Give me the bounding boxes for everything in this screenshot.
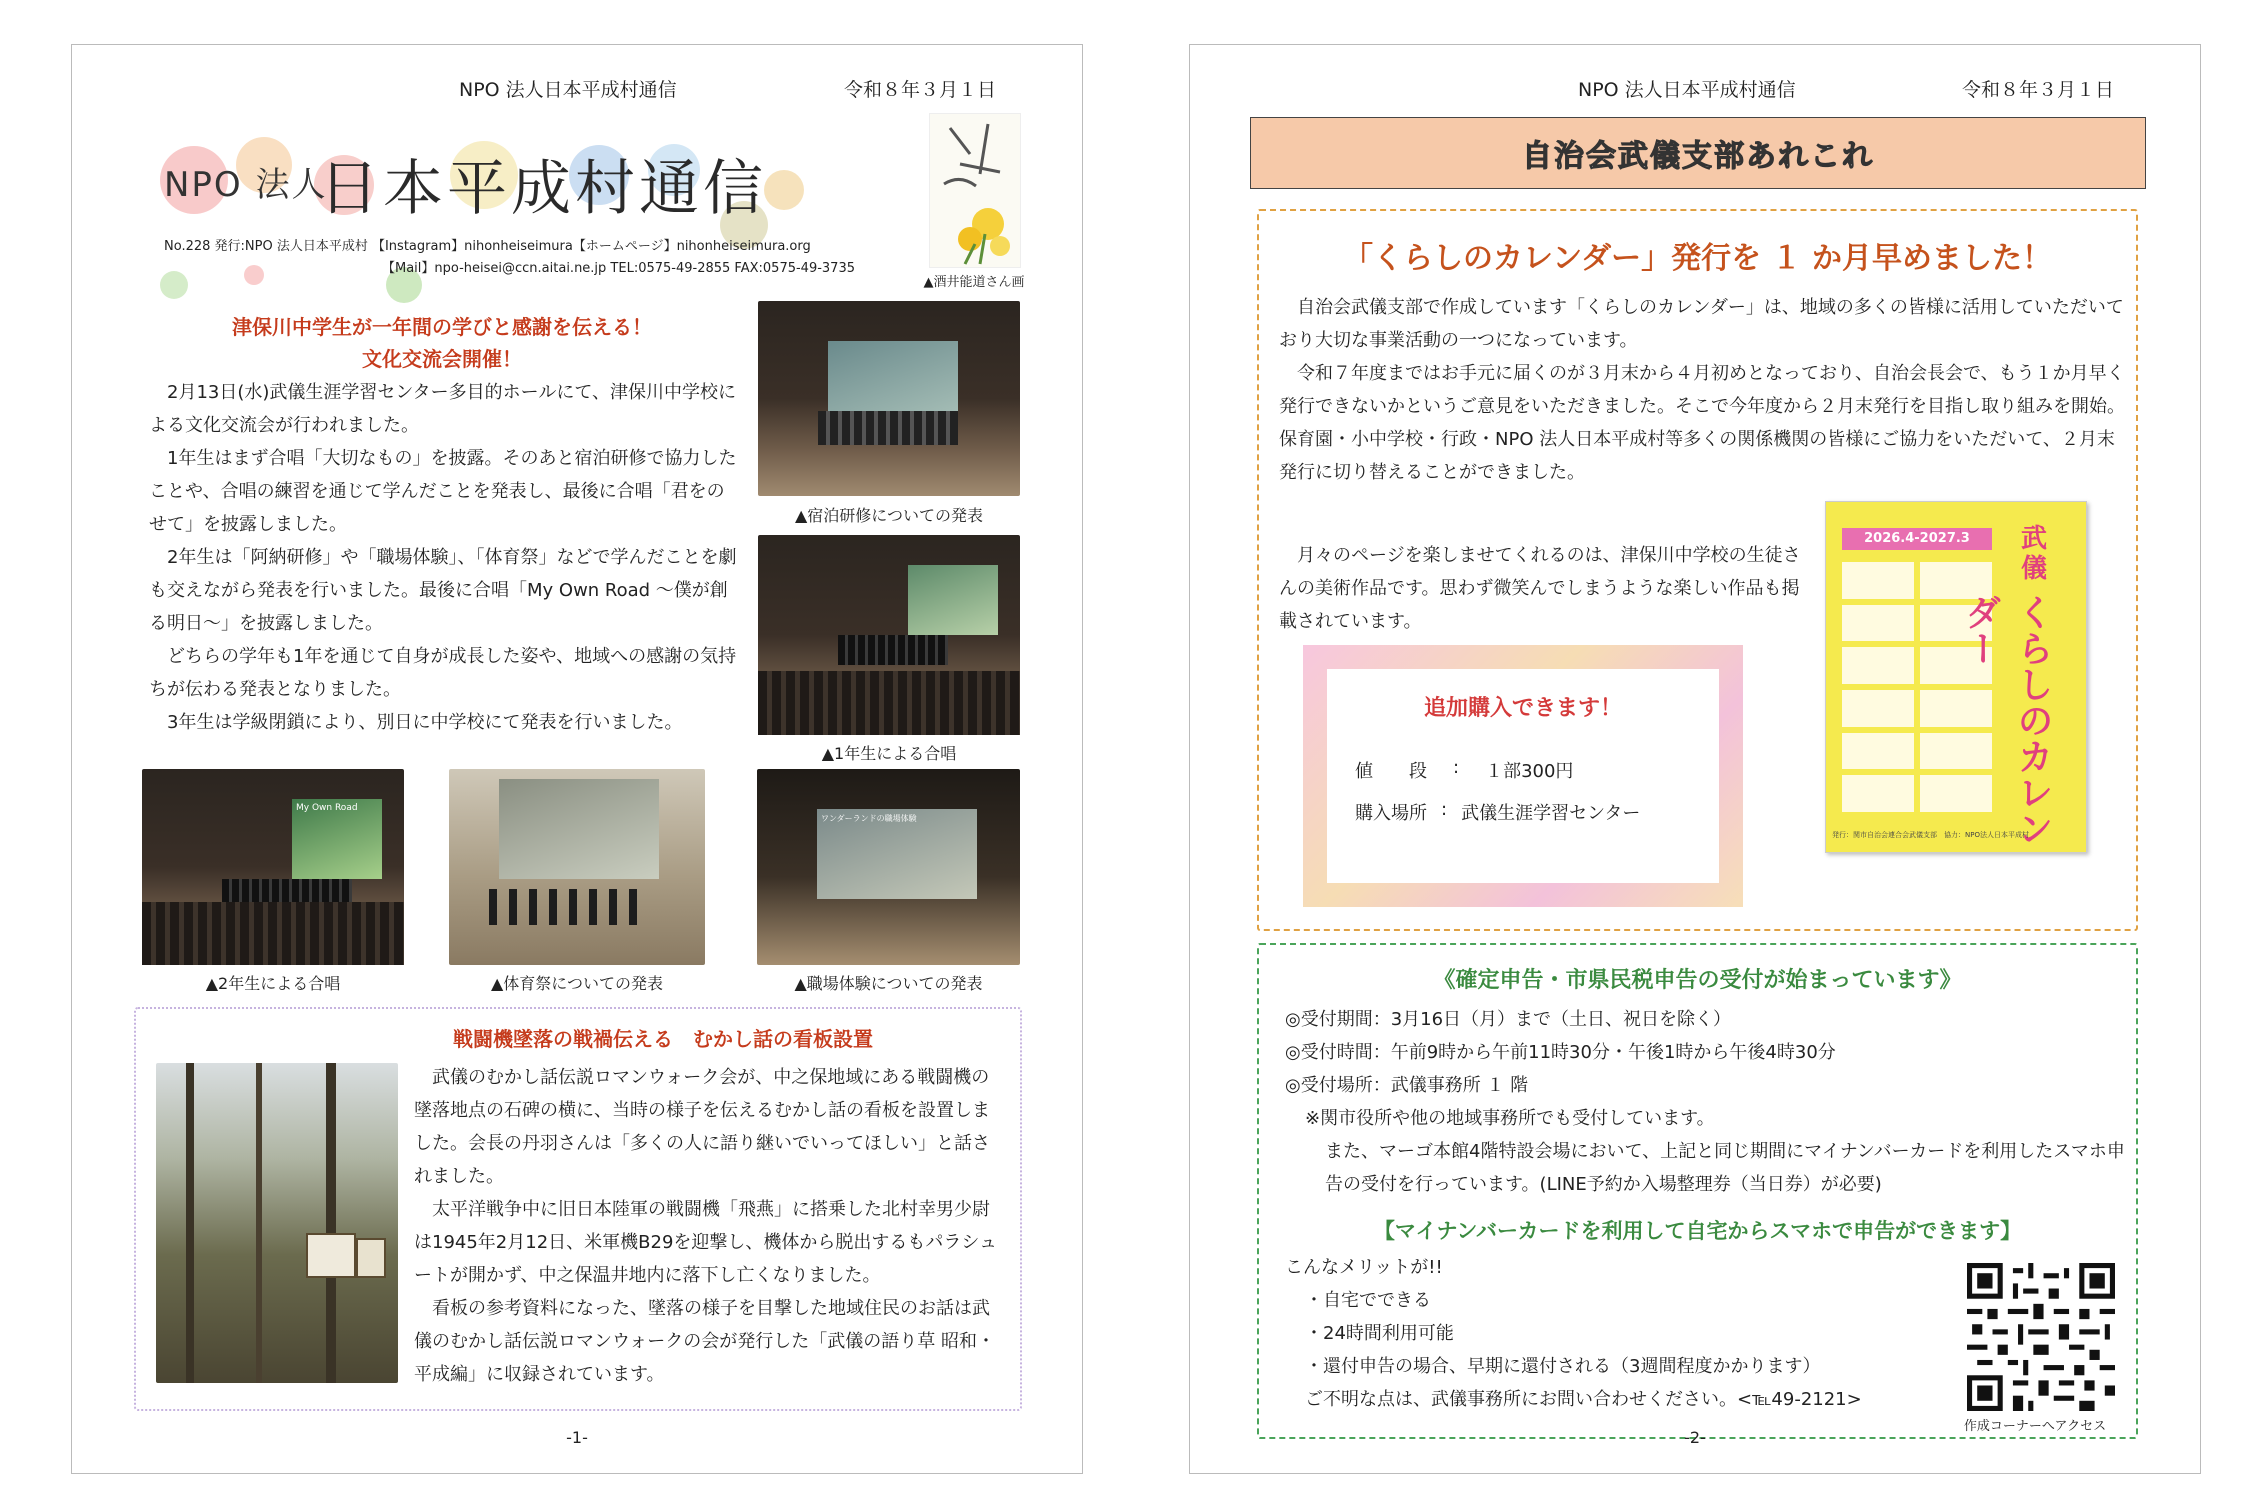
calendar-cover (1825, 501, 2087, 853)
article2-paragraph: 太平洋戦争中に旧日本陸軍の戦闘機「飛燕」に搭乗した北村幸男少尉は1945年2月12日、米軍機B29を迎撃し、機体から脱出するもパラシュートが開かず、中之保温井地内に落下し亡くなりました。 (414, 1199, 998, 1286)
header-org: NPO 法人日本平成村通信 (459, 79, 677, 101)
article1-title-line2: 文化交流会開催！ (362, 347, 522, 371)
purchase-box: 追加購入できます！ 値 段 : １部300円 購入場所 : 武儀生涯学習センター (1303, 645, 1743, 907)
contact-text: ご不明な点は、武儀事務所にお問い合わせください。<℡49-2121> (1305, 1389, 1862, 1410)
calendar-paragraph: 自治会武儀支部で作成しています「くらしのカレンダー」は、地域の多くの皆様に活用していただいており大切な事業活動の一つになっています。 (1279, 297, 2124, 351)
merit-item: ・自宅でできる (1305, 1290, 1431, 1311)
page-1 (71, 44, 1083, 1474)
merit-intro: こんなメリットが!! (1285, 1257, 1443, 1278)
price-label: 値 段 (1355, 761, 1427, 782)
caption-work-experience: ▲職場体験についての発表 (794, 974, 983, 993)
page-number: -1- (566, 1428, 588, 1447)
page-2 (1189, 44, 2201, 1474)
tax-note-2: また、マーゴ本館4階特設会場において、上記と同じ期間にマイナンバーカードを利用したスマホ申告の受付を行っています。(LINE予約か入場整理券（当日券）が必要) (1325, 1141, 2125, 1195)
tax-item: ◎受付場所：武儀事務所 １ 階 (1285, 1075, 1529, 1096)
cover-year: 2026.4-2027.3 (1842, 528, 1992, 550)
tax-article-box (1257, 943, 2138, 1439)
tax-item: ◎受付時間：午前9時から午前11時30分・午後1時から午後4時30分 (1285, 1042, 1836, 1063)
masthead-info-line1: No.228 発行:NPO 法人日本平成村 【Instagram】nihonheiseimura【ホームページ】nihonheiseimura.org (164, 239, 811, 254)
calendar-article-title: 「くらしのカレンダー」発行を １ か月早めました！ (1343, 241, 2052, 276)
photo-memorial-sign (156, 1063, 398, 1383)
tax-item: ◎受付期間：3月16日（月）まで（土日、祝日を除く） (1285, 1009, 1732, 1030)
cover-title: くらしのカレンダー (1960, 594, 2053, 846)
article1-body (149, 376, 739, 739)
header-org: NPO 法人日本平成村通信 (1578, 79, 1796, 101)
article1-paragraph: 3年生は学級閉鎖により、別日に中学校にて発表を行いました。 (167, 712, 683, 733)
screen-text-work-experience: ワンダーランドの職場体験 (821, 814, 917, 823)
cover-title-top: 武儀 (2021, 524, 2048, 584)
article2-box (134, 1007, 1022, 1411)
photo-grade2-chorus (142, 769, 404, 965)
calendar-paragraph: 令和７年度まではお手元に届くのが３月末から４月初めとなっており、自治会長会で、もう１か月早く発行できないかというご意見をいただきました。そこで今年度から２月末発行を目指し取り組みを開始。保育園・小中学校・行政・NPO 法人日本平成村等多くの関係機関の皆様にご協力をいただいて、２月末発行に切り替えることができました。 (1279, 363, 2125, 483)
section-title-banner (1250, 117, 2146, 189)
caption-grade2-chorus: ▲2年生による合唱 (205, 974, 341, 993)
place-label: 購入場所 (1355, 803, 1427, 824)
place-value: 武儀生涯学習センター (1461, 803, 1641, 824)
merit-item: ・24時間利用可能 (1305, 1323, 1454, 1344)
article1-paragraph: 1年生はまず合唱「大切なもの」を披露。そのあと宿泊研修で協力したことや、合唱の練習を通じて学んだことを発表し、最後に合唱「君をのせて」を披露しました。 (149, 448, 737, 535)
caption-sports-festival: ▲体育祭についての発表 (491, 974, 663, 993)
masthead-info-line2: 【Mail】npo-heisei@ccn.aitai.ne.jp TEL:0575-49-2855 FAX:0575-49-3735 (382, 261, 855, 276)
article2-title: 戦闘機墜落の戦禍伝える むかし話の看板設置 (453, 1027, 873, 1051)
header-date: 令和８年３月１日 (1962, 79, 2115, 101)
tax-items (1285, 1003, 2125, 1201)
article1-paragraph: 2年生は「阿納研修」や「職場体験」、「体育祭」などで学んだことを劇も交えながら発表を行いました。最後に合唱「My Own Road ～僕が創る明日～」を披露しました。 (149, 547, 737, 634)
screen-text-my-own-road: My Own Road (296, 803, 358, 813)
article2-paragraph: 看板の参考資料になった、墜落の様子を目撃した地域住民のお話は武儀のむかし話伝説ロマンウォークの会が発行した「武儀の語り草 昭和・平成編」に収録されています。 (414, 1298, 995, 1385)
calendar-article-body-2 (1279, 539, 1801, 638)
cover-footer: 発行：関市自治会連合会武儀支部 協力：NPO法人日本平成村 (1832, 831, 2029, 839)
article1-title-line1: 津保川中学生が一年間の学びと感謝を伝える！ (232, 315, 652, 339)
article2-body (414, 1061, 1006, 1391)
caption-stay-training: ▲宿泊研修についての発表 (795, 506, 983, 525)
calendar-article-body (1279, 291, 2125, 489)
header-date: 令和８年３月１日 (844, 79, 997, 101)
qr-code-icon[interactable] (1967, 1263, 2115, 1411)
mynumber-title: 【マイナンバーカードを利用して自宅からスマホで申告ができます】 (1373, 1219, 2022, 1243)
photo-stay-training (758, 301, 1020, 496)
merit-item: ・還付申告の場合、早期に還付される（3週間程度かかります） (1305, 1356, 1821, 1377)
photo-sports-festival (449, 769, 705, 965)
qr-caption: 作成コーナーへアクセス (1963, 1419, 2107, 1434)
photo-work-experience (757, 769, 1020, 965)
price-value: １部300円 (1485, 761, 1574, 782)
article1-paragraph: どちらの学年も1年を通じて自身が成長した姿や、地域への感謝の気持ちが伝わる発表となりました。 (149, 646, 737, 700)
calligraphy-art (929, 113, 1021, 268)
article2-paragraph: 武儀のむかし話伝説ロマンウォーク会が、中之保地域にある戦闘機の墜落地点の石碑の横に、当時の様子を伝えるむかし話の看板を設置しました。会長の丹羽さんは「多くの人に語り継いでいってほしい」と話されました。 (414, 1067, 990, 1187)
page-number: -2- (1684, 1428, 1706, 1447)
tax-note-1: ※関市役所や他の地域事務所でも受付しています。 (1305, 1108, 1715, 1129)
calligraphy-caption: ▲酒井能道さん画 (923, 275, 1025, 290)
flower-art-icon (930, 114, 1022, 269)
calendar-article-box (1257, 209, 2138, 931)
purchase-title: 追加購入できます！ (1423, 696, 1622, 721)
tax-title: 《確定申告・市県民税申告の受付が始まっています》 (1433, 968, 1962, 993)
masthead-title: 日本平成村通信 (319, 154, 767, 224)
caption-grade1-chorus: ▲1年生による合唱 (821, 744, 957, 763)
section-title: 自治会武儀支部あれこれ (1522, 139, 1874, 174)
calendar-paragraph: 月々のページを楽しませてくれるのは、津保川中学校の生徒さんの美術作品です。思わず微笑んでしまうような楽しい作品も掲載されています。 (1279, 545, 1801, 632)
article1-paragraph: 2月13日(水)武儀生涯学習センター多目的ホールにて、津保川中学校による文化交流会が行われました。 (149, 382, 736, 436)
merit-list (1285, 1251, 1945, 1416)
masthead-prefix: NPO 法人 (164, 165, 328, 205)
masthead (134, 125, 974, 315)
photo-grade1-chorus (758, 535, 1020, 735)
